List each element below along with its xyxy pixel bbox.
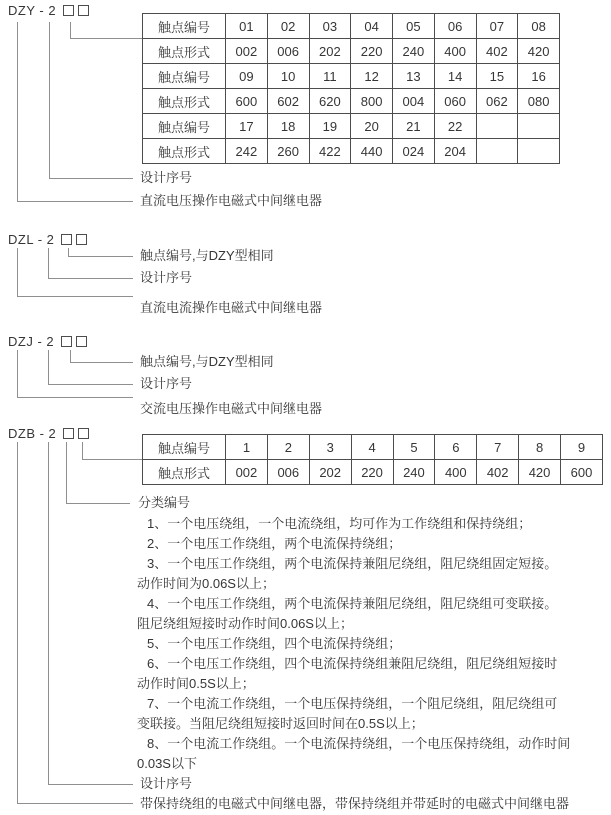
table-cell: 004 xyxy=(393,89,435,114)
dzl-description-label: 直流电流操作电磁式中间继电器 xyxy=(140,300,323,315)
table-cell: 220 xyxy=(351,39,393,64)
table-cell: 204 xyxy=(434,139,476,164)
classification-item: 3、一个电压工作绕组，两个电流保持兼阻尼绕组，阻尼绕组固定短接。 xyxy=(147,556,558,571)
table-cell: 602 xyxy=(267,89,309,114)
classification-item: 6、一个电压工作绕组，四个电流保持绕组兼阻尼绕组，阻尼绕组短接时 xyxy=(147,656,558,671)
table-cell: 220 xyxy=(351,460,393,485)
row-header-cell: 触点形式 xyxy=(143,39,226,64)
table-cell: 400 xyxy=(434,39,476,64)
table-cell: 240 xyxy=(393,39,435,64)
classification-item: 阻尼绕组短接时动作时间0.06S以上； xyxy=(137,616,353,631)
dzy-contact-table xyxy=(142,13,560,164)
row-header-cell: 触点编号 xyxy=(143,14,226,39)
table-cell: 14 xyxy=(434,64,476,89)
table-cell: 202 xyxy=(309,460,351,485)
classification-item: 4、一个电压工作绕组，两个电流保持兼阻尼绕组，阻尼绕组可变联接。 xyxy=(147,596,558,611)
table-cell: 06 xyxy=(434,14,476,39)
table-cell: 21 xyxy=(393,114,435,139)
placeholder-box-icon xyxy=(76,336,87,347)
dzj-serial-line xyxy=(49,350,134,385)
table-cell xyxy=(518,114,560,139)
table-cell: 2 xyxy=(267,435,309,460)
table-cell: 1 xyxy=(226,435,268,460)
dzy-serial-line xyxy=(50,22,134,179)
dzj-description-line xyxy=(18,350,134,398)
dzb-classification-line xyxy=(67,442,131,504)
classification-item: 2、一个电压工作绕组，两个电流保持绕组； xyxy=(147,536,402,551)
table-cell: 01 xyxy=(226,14,268,39)
dzj-contact-line xyxy=(71,350,134,363)
classification-item: 变联接。当阻尼绕组短接时返回时间在0.5S以上； xyxy=(137,716,424,731)
placeholder-box-icon xyxy=(76,234,87,245)
table-cell: 600 xyxy=(226,89,268,114)
table-cell: 03 xyxy=(309,14,351,39)
model-code-dzb xyxy=(8,426,89,441)
table-cell: 19 xyxy=(309,114,351,139)
row-header-cell: 触点编号 xyxy=(143,435,226,460)
table-cell: 6 xyxy=(435,435,477,460)
placeholder-box-icon xyxy=(63,5,74,16)
dzb-box2-to-table-line xyxy=(83,442,143,460)
dzj-design-serial-label: 设计序号 xyxy=(140,376,193,391)
row-header-cell: 触点编号 xyxy=(143,114,226,139)
table-cell: 02 xyxy=(267,14,309,39)
table-cell: 11 xyxy=(309,64,351,89)
table-cell: 002 xyxy=(226,460,268,485)
table-cell xyxy=(518,139,560,164)
table-cell: 08 xyxy=(518,14,560,39)
table-cell: 4 xyxy=(351,435,393,460)
table-cell: 202 xyxy=(309,39,351,64)
table-cell: 422 xyxy=(309,139,351,164)
table-cell: 242 xyxy=(226,139,268,164)
dzl-contact-number-label: 触点编号,与DZY型相同 xyxy=(140,248,274,263)
table-cell: 8 xyxy=(519,435,561,460)
table-cell: 13 xyxy=(393,64,435,89)
table-cell: 440 xyxy=(351,139,393,164)
table-cell: 16 xyxy=(518,64,560,89)
table-cell: 05 xyxy=(393,14,435,39)
table-cell: 7 xyxy=(477,435,519,460)
table-cell: 402 xyxy=(477,460,519,485)
placeholder-box-icon xyxy=(78,428,89,439)
table-cell: 3 xyxy=(309,435,351,460)
classification-item: 7、一个电流工作绕组，一个电压保持绕组，一个阻尼绕组，阻尼绕组可 xyxy=(147,696,558,711)
dzl-serial-line xyxy=(49,248,134,279)
table-cell: 080 xyxy=(518,89,560,114)
placeholder-box-icon xyxy=(61,336,72,347)
classification-item: 动作时间为0.06S以上； xyxy=(137,576,275,591)
table-cell: 002 xyxy=(226,39,268,64)
table-cell: 620 xyxy=(309,89,351,114)
row-header-cell: 触点形式 xyxy=(143,89,226,114)
table-cell: 006 xyxy=(267,460,309,485)
row-header-cell: 触点形式 xyxy=(143,139,226,164)
dzb-design-serial-label: 设计序号 xyxy=(140,776,193,791)
dzj-contact-number-label: 触点编号,与DZY型相同 xyxy=(140,354,274,369)
model-code-dzy-text: DZY - 2 xyxy=(8,3,57,18)
row-header-cell: 触点形式 xyxy=(143,460,226,485)
model-code-dzl xyxy=(8,232,87,247)
table-cell xyxy=(476,114,518,139)
classification-item: 5、一个电压工作绕组，四个电流保持绕组； xyxy=(147,636,402,651)
row-header-cell: 触点编号 xyxy=(143,64,226,89)
table-cell: 600 xyxy=(561,460,603,485)
table-cell: 260 xyxy=(267,139,309,164)
table-cell: 420 xyxy=(519,460,561,485)
dzl-design-serial-label: 设计序号 xyxy=(140,270,193,285)
model-code-dzb-text: DZB - 2 xyxy=(8,426,57,441)
table-cell: 07 xyxy=(476,14,518,39)
dzb-contact-table xyxy=(142,434,603,485)
table-cell: 10 xyxy=(267,64,309,89)
dzy-description-label: 直流电压操作电磁式中间继电器 xyxy=(140,193,323,208)
dzb-description-line xyxy=(18,442,134,804)
dzb-classification-label: 分类编号 xyxy=(138,495,191,510)
dzy-box-to-table-line xyxy=(71,22,143,39)
dzy-description-line xyxy=(18,22,134,202)
dzb-classification-list xyxy=(137,514,570,774)
placeholder-box-icon xyxy=(78,5,89,16)
table-cell: 006 xyxy=(267,39,309,64)
table-cell: 060 xyxy=(434,89,476,114)
dzb-description-label: 带保持绕组的电磁式中间继电器，带保持绕组并带延时的电磁式中间继电器 xyxy=(140,796,570,811)
table-cell: 240 xyxy=(393,460,435,485)
table-cell: 22 xyxy=(434,114,476,139)
table-cell: 800 xyxy=(351,89,393,114)
classification-item: 8、一个电流工作绕组。一个电流保持绕组，一个电压保持绕组，动作时间 xyxy=(147,736,571,751)
table-cell: 18 xyxy=(267,114,309,139)
dzj-description-label: 交流电压操作电磁式中间继电器 xyxy=(140,401,323,416)
dzy-design-serial-label: 设计序号 xyxy=(140,170,193,185)
model-code-dzj xyxy=(8,334,87,349)
table-cell: 04 xyxy=(351,14,393,39)
table-cell: 5 xyxy=(393,435,435,460)
placeholder-box-icon xyxy=(61,234,72,245)
dzb-serial-line xyxy=(49,442,134,785)
table-cell: 9 xyxy=(561,435,603,460)
dzl-description-line xyxy=(18,248,134,297)
table-cell: 09 xyxy=(226,64,268,89)
dzl-contact-line xyxy=(69,248,134,257)
table-cell: 15 xyxy=(476,64,518,89)
table-cell: 420 xyxy=(518,39,560,64)
table-cell: 12 xyxy=(351,64,393,89)
model-code-dzj-text: DZJ - 2 xyxy=(8,334,55,349)
classification-item: 0.03S以下 xyxy=(137,756,197,771)
table-cell: 400 xyxy=(435,460,477,485)
table-cell: 17 xyxy=(226,114,268,139)
table-cell: 062 xyxy=(476,89,518,114)
classification-item: 1、一个电压绕组，一个电流绕组，均可作为工作绕组和保持绕组； xyxy=(147,516,532,531)
classification-item: 动作时间0.5S以上； xyxy=(137,676,255,691)
model-code-dzl-text: DZL - 2 xyxy=(8,232,55,247)
table-cell: 20 xyxy=(351,114,393,139)
table-cell: 024 xyxy=(393,139,435,164)
model-code-dzy xyxy=(8,3,89,18)
table-cell: 402 xyxy=(476,39,518,64)
placeholder-box-icon xyxy=(63,428,74,439)
table-cell xyxy=(476,139,518,164)
